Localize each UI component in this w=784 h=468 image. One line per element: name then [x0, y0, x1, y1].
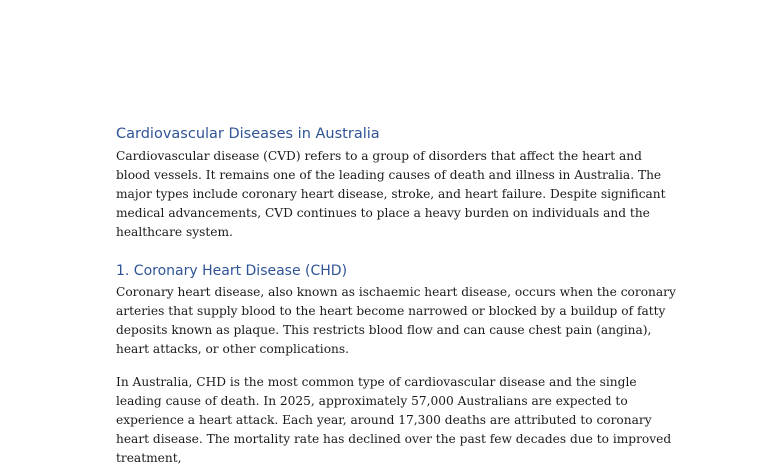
chd-paragraph-1: Coronary heart disease, also known as ischaemic heart disease, occurs when the coronary arteries that supply blood to the heart become narrowed or blocked by a buildup of fatty deposits known as plaque. This restricts blood flow and can cause chest pain (angina), heart attacks, or other complications. — [116, 285, 676, 356]
intro-paragraph: Cardiovascular disease (CVD) refers to a group of disorders that affect the heart and blood vessels. It remains one of the leading causes of death and illness in Australia. The major types include coronary heart disease, stroke, and heart failure. Despite significant medical advancements, CVD continues to place a heavy burden on individuals and the healthcare system. — [116, 149, 666, 239]
section-heading-chd: 1. Coronary Heart Disease (CHD) — [116, 263, 348, 279]
document-title: Cardiovascular Diseases in Australia — [116, 126, 380, 142]
chd-paragraph-2: In Australia, CHD is the most common type of cardiovascular disease and the single leading cause of death. In 2025, approximately 57,000 Australians are expected to experience a heart attack. Each year, around 17,300 deaths are attributed to coronary heart disease. The mortality rate has declined over the past few decades due to improved treatment, — [116, 375, 672, 465]
document-body — [116, 125, 676, 468]
